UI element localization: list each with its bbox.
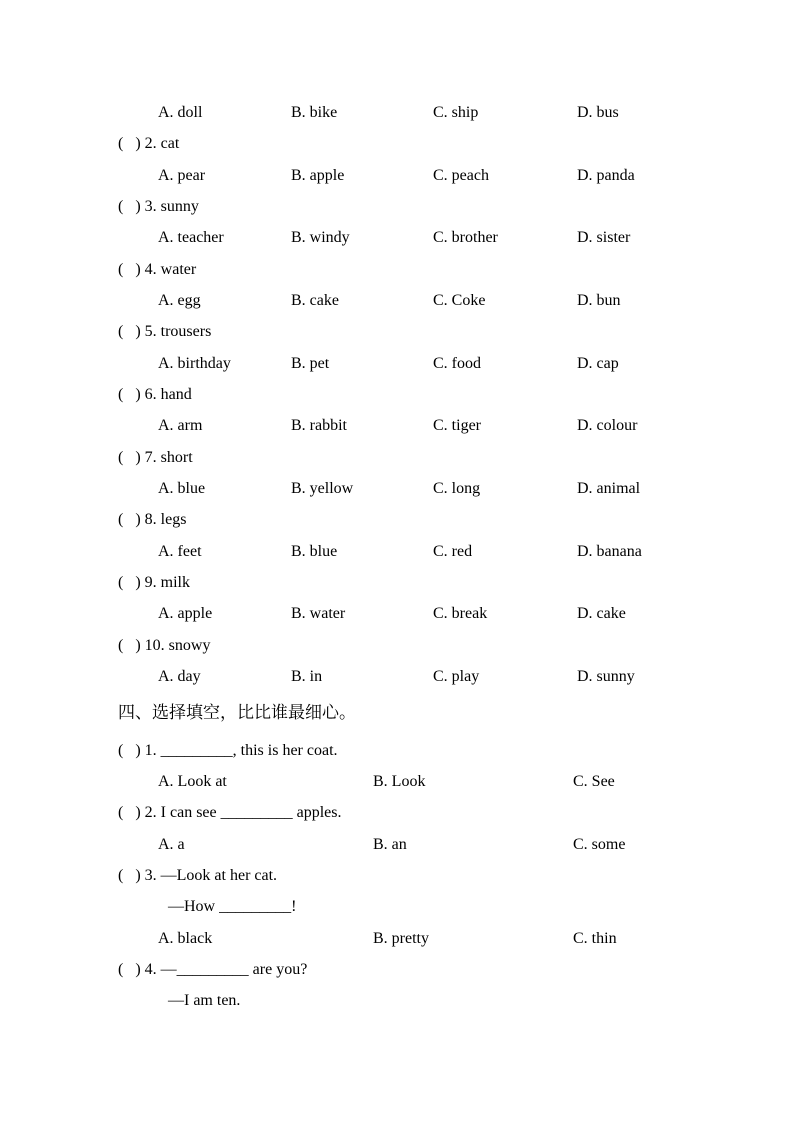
- question-line-5: [0, 316, 793, 347]
- option-d: D. sunny: [577, 667, 635, 685]
- question-text: ( ) 4. water: [118, 260, 197, 278]
- options-row-q1: [0, 97, 793, 128]
- option-d: D. animal: [577, 479, 641, 497]
- dialog-text: —I am ten.: [168, 992, 241, 1010]
- options-row-q9: [0, 598, 793, 629]
- option-d: D. bus: [577, 104, 619, 121]
- option-a: A. birthday: [158, 354, 231, 372]
- option-d: D. cake: [577, 605, 626, 623]
- s4-options-row-1: [0, 766, 793, 797]
- question-text: ( ) 10. snowy: [118, 636, 211, 654]
- option-b: B. pet: [291, 354, 330, 372]
- options-row-q3: [0, 222, 793, 253]
- options-row-q4: [0, 285, 793, 316]
- question-text: ( ) 3. sunny: [118, 197, 199, 215]
- option-c: C. thin: [573, 929, 617, 947]
- s4-question-3: [0, 860, 793, 891]
- question-text: ( ) 5. trousers: [118, 323, 212, 341]
- option-a: A. day: [158, 667, 201, 685]
- option-a: A. doll: [158, 104, 203, 121]
- s4-question-2: [0, 797, 793, 828]
- question-line-10: [0, 630, 793, 661]
- option-b: B. bike: [291, 104, 338, 121]
- s4-question-4: [0, 954, 793, 985]
- option-b: B. an: [373, 835, 407, 853]
- s4-options-row-3: [0, 923, 793, 954]
- question-text: ( ) 6. hand: [118, 385, 192, 403]
- question-line-6: [0, 379, 793, 410]
- question-line-3: [0, 191, 793, 222]
- option-b: B. water: [291, 605, 346, 623]
- option-c: C. tiger: [433, 417, 481, 435]
- options-row-q5: [0, 348, 793, 379]
- option-b: B. yellow: [291, 479, 354, 497]
- option-c: C. break: [433, 605, 488, 623]
- option-d: D. sister: [577, 229, 631, 247]
- option-c: C. some: [573, 835, 626, 853]
- options-row-q6: [0, 410, 793, 441]
- question-line-7: [0, 442, 793, 473]
- option-b: B. windy: [291, 229, 350, 247]
- s4-options-row-2: [0, 829, 793, 860]
- options-row-q8: [0, 536, 793, 567]
- question-text: ( ) 2. cat: [118, 135, 180, 153]
- option-c: C. See: [573, 772, 615, 790]
- option-a: A. apple: [158, 605, 213, 623]
- option-d: D. cap: [577, 354, 619, 372]
- option-b: B. cake: [291, 291, 339, 309]
- option-d: D. banana: [577, 542, 642, 560]
- s4-question-1: [0, 735, 793, 766]
- question-text: ( ) 1. _________, this is her coat.: [118, 741, 338, 759]
- option-a: A. feet: [158, 542, 202, 560]
- question-text: ( ) 7. short: [118, 448, 193, 466]
- option-c: C. brother: [433, 229, 498, 247]
- question-text: ( ) 2. I can see _________ apples.: [118, 804, 342, 822]
- options-row-q7: [0, 473, 793, 504]
- s4-question-4-reply: [0, 985, 793, 1016]
- option-b: B. rabbit: [291, 417, 347, 435]
- option-d: D. panda: [577, 166, 635, 184]
- option-a: A. Look at: [158, 772, 227, 790]
- question-line-9: [0, 567, 793, 598]
- option-c: C. ship: [433, 104, 479, 121]
- option-a: A. arm: [158, 417, 203, 435]
- option-d: D. colour: [577, 417, 638, 435]
- question-line-2: [0, 128, 793, 159]
- question-line-8: [0, 504, 793, 535]
- option-a: A. pear: [158, 166, 206, 184]
- option-c: C. red: [433, 542, 473, 560]
- option-c: C. food: [433, 354, 481, 372]
- question-line-4: [0, 254, 793, 285]
- question-text: ( ) 9. milk: [118, 573, 190, 591]
- s4-question-3-reply: [0, 891, 793, 922]
- question-text: ( ) 3. —Look at her cat.: [118, 866, 278, 884]
- option-b: B. Look: [373, 772, 426, 790]
- options-row-q2: [0, 160, 793, 191]
- option-b: B. apple: [291, 166, 345, 184]
- option-b: B. in: [291, 667, 323, 685]
- dialog-text: —How _________!: [168, 898, 297, 916]
- option-b: B. pretty: [373, 929, 429, 947]
- section-four-heading: 四、选择填空，比比谁最细心。: [118, 703, 356, 723]
- option-c: C. peach: [433, 166, 489, 184]
- options-row-q10: [0, 661, 793, 692]
- option-d: D. bun: [577, 291, 621, 309]
- option-a: A. black: [158, 929, 213, 947]
- option-a: A. blue: [158, 479, 206, 497]
- option-a: A. a: [158, 835, 185, 853]
- option-a: A. egg: [158, 291, 201, 309]
- option-c: C. long: [433, 479, 481, 497]
- option-c: C. play: [433, 667, 480, 685]
- question-text: ( ) 8. legs: [118, 511, 187, 529]
- option-b: B. blue: [291, 542, 338, 560]
- question-text: ( ) 4. —_________ are you?: [118, 960, 308, 978]
- option-c: C. Coke: [433, 291, 486, 309]
- option-a: A. teacher: [158, 229, 224, 247]
